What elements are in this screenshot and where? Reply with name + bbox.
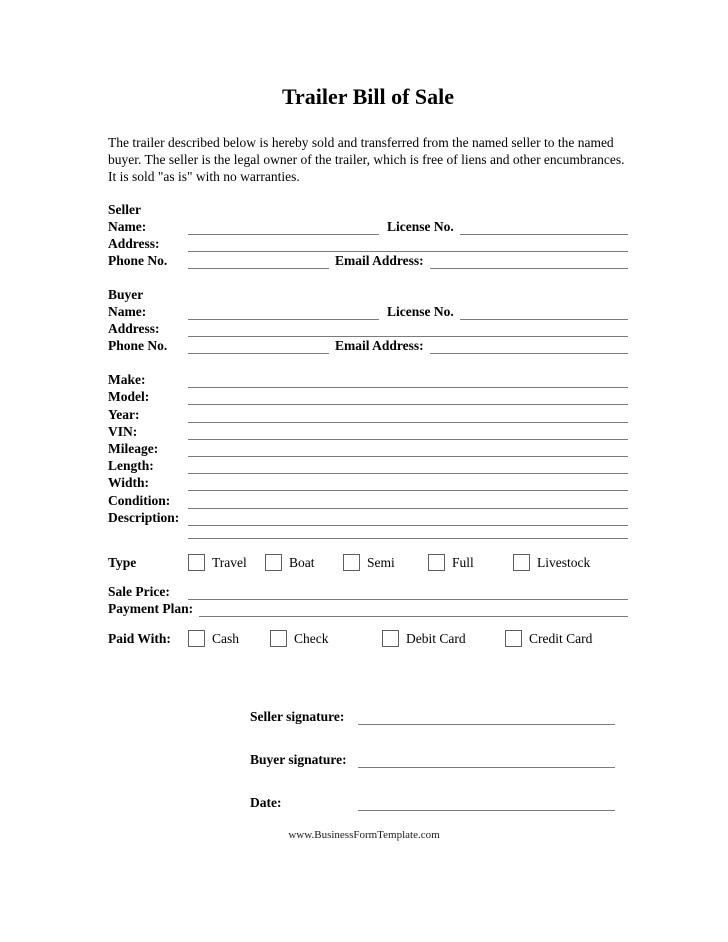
type-option-semi bbox=[343, 554, 428, 571]
type-row bbox=[108, 553, 628, 573]
width-row bbox=[108, 474, 628, 491]
buyer-signature-field[interactable] bbox=[358, 750, 615, 768]
width-label: Width: bbox=[108, 475, 150, 491]
seller-phone-row bbox=[108, 252, 628, 269]
mileage-row bbox=[108, 440, 628, 457]
year-label: Year: bbox=[108, 406, 140, 422]
credit-card-label: Credit Card bbox=[529, 630, 593, 646]
payment-plan-row bbox=[108, 600, 628, 617]
seller-email-field[interactable] bbox=[430, 252, 628, 269]
make-row bbox=[108, 371, 628, 388]
buyer-address-row bbox=[108, 320, 628, 337]
boat-label: Boat bbox=[289, 554, 315, 570]
type-label: Type bbox=[108, 554, 137, 570]
buyer-license-label: License No. bbox=[387, 304, 454, 319]
semi-label: Semi bbox=[367, 554, 395, 570]
length-label: Length: bbox=[108, 458, 154, 474]
year-row bbox=[108, 405, 628, 422]
pricing-section bbox=[108, 583, 628, 617]
page-title: Trailer Bill of Sale bbox=[281, 84, 455, 109]
buyer-phone-label: Phone No. bbox=[108, 338, 168, 353]
semi-checkbox[interactable] bbox=[343, 554, 360, 571]
seller-signature-field[interactable] bbox=[358, 707, 615, 725]
sale-price-field[interactable] bbox=[188, 583, 628, 600]
payment-plan-field[interactable] bbox=[199, 600, 628, 617]
livestock-checkbox[interactable] bbox=[513, 554, 530, 571]
model-field[interactable] bbox=[188, 388, 628, 405]
mileage-field[interactable] bbox=[188, 440, 628, 457]
type-option-travel bbox=[188, 554, 265, 571]
seller-name-row bbox=[108, 218, 628, 235]
intro-paragraph: The trailer described below is hereby sold and transferred from the named seller to the named buyer. The seller is the legal owner of the trailer, which is free of liens and other encumbrances. It is sold "as is" with no warranties. bbox=[108, 135, 625, 184]
paid-option-check bbox=[270, 630, 382, 647]
debit-card-checkbox[interactable] bbox=[382, 630, 399, 647]
buyer-address-field[interactable] bbox=[188, 320, 628, 337]
seller-address-row bbox=[108, 235, 628, 252]
seller-name-label: Name: bbox=[108, 219, 147, 234]
seller-license-field[interactable] bbox=[460, 218, 628, 235]
seller-name-field[interactable] bbox=[188, 218, 379, 235]
description-label: Description: bbox=[108, 509, 180, 525]
buyer-email-label: Email Address: bbox=[335, 338, 424, 353]
paid-with-label: Paid With: bbox=[108, 630, 171, 646]
buyer-name-field[interactable] bbox=[188, 303, 379, 320]
condition-label: Condition: bbox=[108, 492, 171, 508]
condition-field[interactable] bbox=[188, 491, 628, 508]
livestock-label: Livestock bbox=[537, 554, 591, 570]
description-continuation-row bbox=[108, 526, 628, 539]
condition-row bbox=[108, 491, 628, 508]
seller-signature-row bbox=[250, 707, 615, 725]
vin-label: VIN: bbox=[108, 423, 138, 439]
make-label: Make: bbox=[108, 372, 146, 388]
seller-signature-label: Seller signature: bbox=[250, 708, 345, 724]
footer-url: www.BusinessFormTemplate.com bbox=[288, 829, 440, 841]
seller-email-label: Email Address: bbox=[335, 253, 424, 268]
check-checkbox[interactable] bbox=[270, 630, 287, 647]
paid-option-debit-card bbox=[382, 630, 505, 647]
seller-heading: Seller bbox=[108, 202, 141, 217]
travel-checkbox[interactable] bbox=[188, 554, 205, 571]
buyer-phone-row bbox=[108, 337, 628, 354]
trailer-details-section bbox=[108, 371, 628, 539]
debit-card-label: Debit Card bbox=[406, 630, 466, 646]
full-checkbox[interactable] bbox=[428, 554, 445, 571]
description-field-line2[interactable] bbox=[188, 526, 628, 539]
seller-phone-label: Phone No. bbox=[108, 253, 168, 268]
length-field[interactable] bbox=[188, 457, 628, 474]
payment-plan-label: Payment Plan: bbox=[108, 600, 194, 616]
length-row bbox=[108, 457, 628, 474]
mileage-label: Mileage: bbox=[108, 440, 159, 456]
model-label: Model: bbox=[108, 389, 150, 405]
description-row bbox=[108, 509, 628, 526]
model-row bbox=[108, 388, 628, 405]
type-option-boat bbox=[265, 554, 343, 571]
year-field[interactable] bbox=[188, 405, 628, 422]
sale-price-label: Sale Price: bbox=[108, 583, 170, 599]
width-field[interactable] bbox=[188, 474, 628, 491]
cash-checkbox[interactable] bbox=[188, 630, 205, 647]
vin-field[interactable] bbox=[188, 423, 628, 440]
buyer-heading: Buyer bbox=[108, 287, 144, 302]
buyer-address-label: Address: bbox=[108, 321, 160, 336]
cash-label: Cash bbox=[212, 630, 239, 646]
seller-address-label: Address: bbox=[108, 236, 160, 251]
paid-option-cash bbox=[188, 630, 270, 647]
buyer-phone-field[interactable] bbox=[188, 337, 329, 354]
buyer-signature-row bbox=[250, 750, 615, 768]
vin-row bbox=[108, 423, 628, 440]
credit-card-checkbox[interactable] bbox=[505, 630, 522, 647]
paid-with-row bbox=[108, 629, 628, 649]
buyer-signature-label: Buyer signature: bbox=[250, 751, 347, 767]
buyer-section bbox=[108, 286, 628, 354]
buyer-license-field[interactable] bbox=[460, 303, 628, 320]
type-option-livestock bbox=[513, 554, 590, 571]
date-label: Date: bbox=[250, 794, 282, 810]
sale-price-row bbox=[108, 583, 628, 600]
date-field[interactable] bbox=[358, 793, 615, 811]
seller-phone-field[interactable] bbox=[188, 252, 329, 269]
buyer-name-row bbox=[108, 303, 628, 320]
type-option-full bbox=[428, 554, 513, 571]
seller-license-label: License No. bbox=[387, 219, 454, 234]
paid-option-credit-card bbox=[505, 630, 592, 647]
buyer-email-field[interactable] bbox=[430, 337, 628, 354]
travel-label: Travel bbox=[212, 554, 247, 570]
description-field[interactable] bbox=[188, 509, 628, 526]
seller-section bbox=[108, 201, 628, 269]
date-row bbox=[250, 793, 615, 811]
seller-address-field[interactable] bbox=[188, 235, 628, 252]
boat-checkbox[interactable] bbox=[265, 554, 282, 571]
full-label: Full bbox=[452, 554, 474, 570]
signatures-section bbox=[250, 707, 615, 811]
buyer-name-label: Name: bbox=[108, 304, 147, 319]
make-field[interactable] bbox=[188, 371, 628, 388]
check-label: Check bbox=[294, 630, 329, 646]
